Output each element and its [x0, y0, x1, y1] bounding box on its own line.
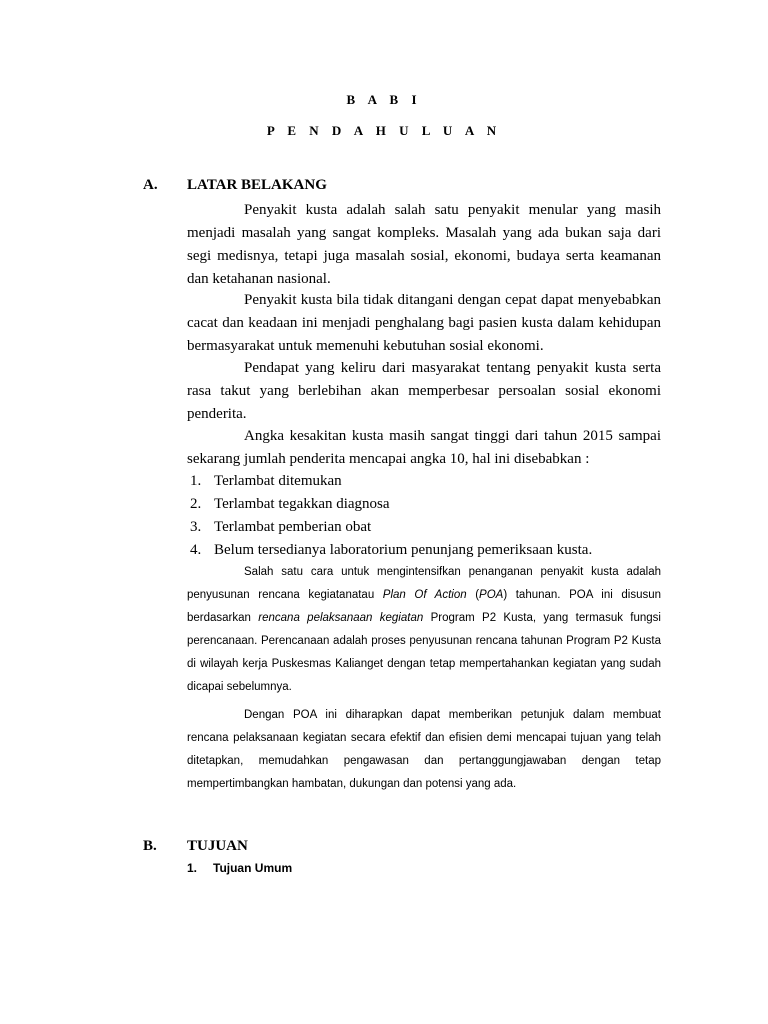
list-item-text: Belum tersedianya laboratorium penunjang pemeriksaan kusta. [214, 542, 593, 558]
poa-italic-2: POA [479, 589, 504, 601]
poa-paragraph [187, 561, 661, 699]
section-a-letter: A. [143, 177, 158, 193]
closing-paragraph-text: Dengan POA ini diharapkan dapat memberikan petunjuk dalam membuat rencana pelaksanaan kegiatan secara efektif dan efisien demi mencapai tujuan yang telah ditetapkan, memudahkan pengawasan dan pertanggungjawaban dengan tetap mempertimbangkan hambatan, dukungan dan potensi yang ada. [187, 709, 661, 790]
list-item [190, 493, 660, 516]
list-item-text: Terlambat ditemukan [214, 473, 342, 489]
list-item-number: 3. [190, 519, 202, 535]
list-item-number: 1. [190, 473, 202, 489]
poa-italic-3: rencana pelaksanaan kegiatan [258, 612, 424, 624]
section-b-letter: B. [143, 838, 157, 854]
paragraph-2 [187, 289, 661, 358]
poa-text-3: ) tahunan. POA ini disusun berdasarkan [187, 589, 662, 624]
paragraph-1 [187, 199, 661, 291]
list-item [190, 516, 660, 539]
poa-text-1: Salah satu cara untuk mengintensifkan penanganan penyakit kusta adalah penyusunan rencana kegiatanatau [187, 566, 661, 601]
poa-text-4: Program P2 Kusta, yang termasuk fungsi perencanaan. Perencanaan adalah proses penyusunan rencana tahunan Program P2 Kusta di wilayah kerja Puskesmas Kalianget dengan tetap mempertahankan kegiatan yang sudah dicapai sebelumnya. [187, 612, 661, 693]
list-item-number: 4. [190, 542, 202, 558]
list-item [190, 470, 660, 493]
paragraph-4-text: Angka kesakitan kusta masih sangat tinggi dari tahun 2015 sampai sekarang jumlah penderita mencapai angka 10, hal ini disebabkan : [187, 428, 661, 467]
chapter-number: B A B I [346, 92, 422, 107]
section-a-title: LATAR BELAKANG [187, 177, 327, 193]
paragraph-3 [187, 357, 661, 426]
paragraph-2-text: Penyakit kusta bila tidak ditangani dengan cepat dapat menyebabkan cacat dan keadaan ini menjadi penghalang bagi pasien kusta dalam kehidupan bermasyarakat untuk memenuhi kebutuhan sosial ekonomi. [187, 292, 661, 354]
subsection-number: 1. [187, 861, 198, 875]
list-item-number: 2. [190, 496, 202, 512]
causes-list [190, 470, 660, 562]
list-item-text: Terlambat pemberian obat [214, 519, 372, 535]
paragraph-3-text: Pendapat yang keliru dari masyarakat tentang penyakit kusta serta rasa takut yang berlebihan akan memperbesar persoalan sosial ekonomi penderita. [187, 360, 661, 422]
poa-italic-1: Plan Of Action [382, 589, 467, 601]
list-item [190, 539, 660, 562]
subsection-tujuan-umum [187, 861, 292, 875]
subsection-title: Tujuan Umum [213, 861, 293, 875]
section-b-title: TUJUAN [187, 838, 248, 854]
paragraph-1-text: Penyakit kusta adalah salah satu penyakit menular yang masih menjadi masalah yang sangat kompleks. Masalah yang ada bukan saja dari segi medisnya, tetapi juga masalah sosial, ekonomi, budaya serta keamanan dan ketahanan nasional. [187, 202, 661, 287]
chapter-title: P E N D A H U L U A N [266, 123, 502, 138]
closing-paragraph [187, 704, 661, 796]
paragraph-4 [187, 425, 661, 471]
poa-text-2: ( [466, 589, 480, 601]
list-item-text: Terlambat tegakkan diagnosa [214, 496, 390, 512]
